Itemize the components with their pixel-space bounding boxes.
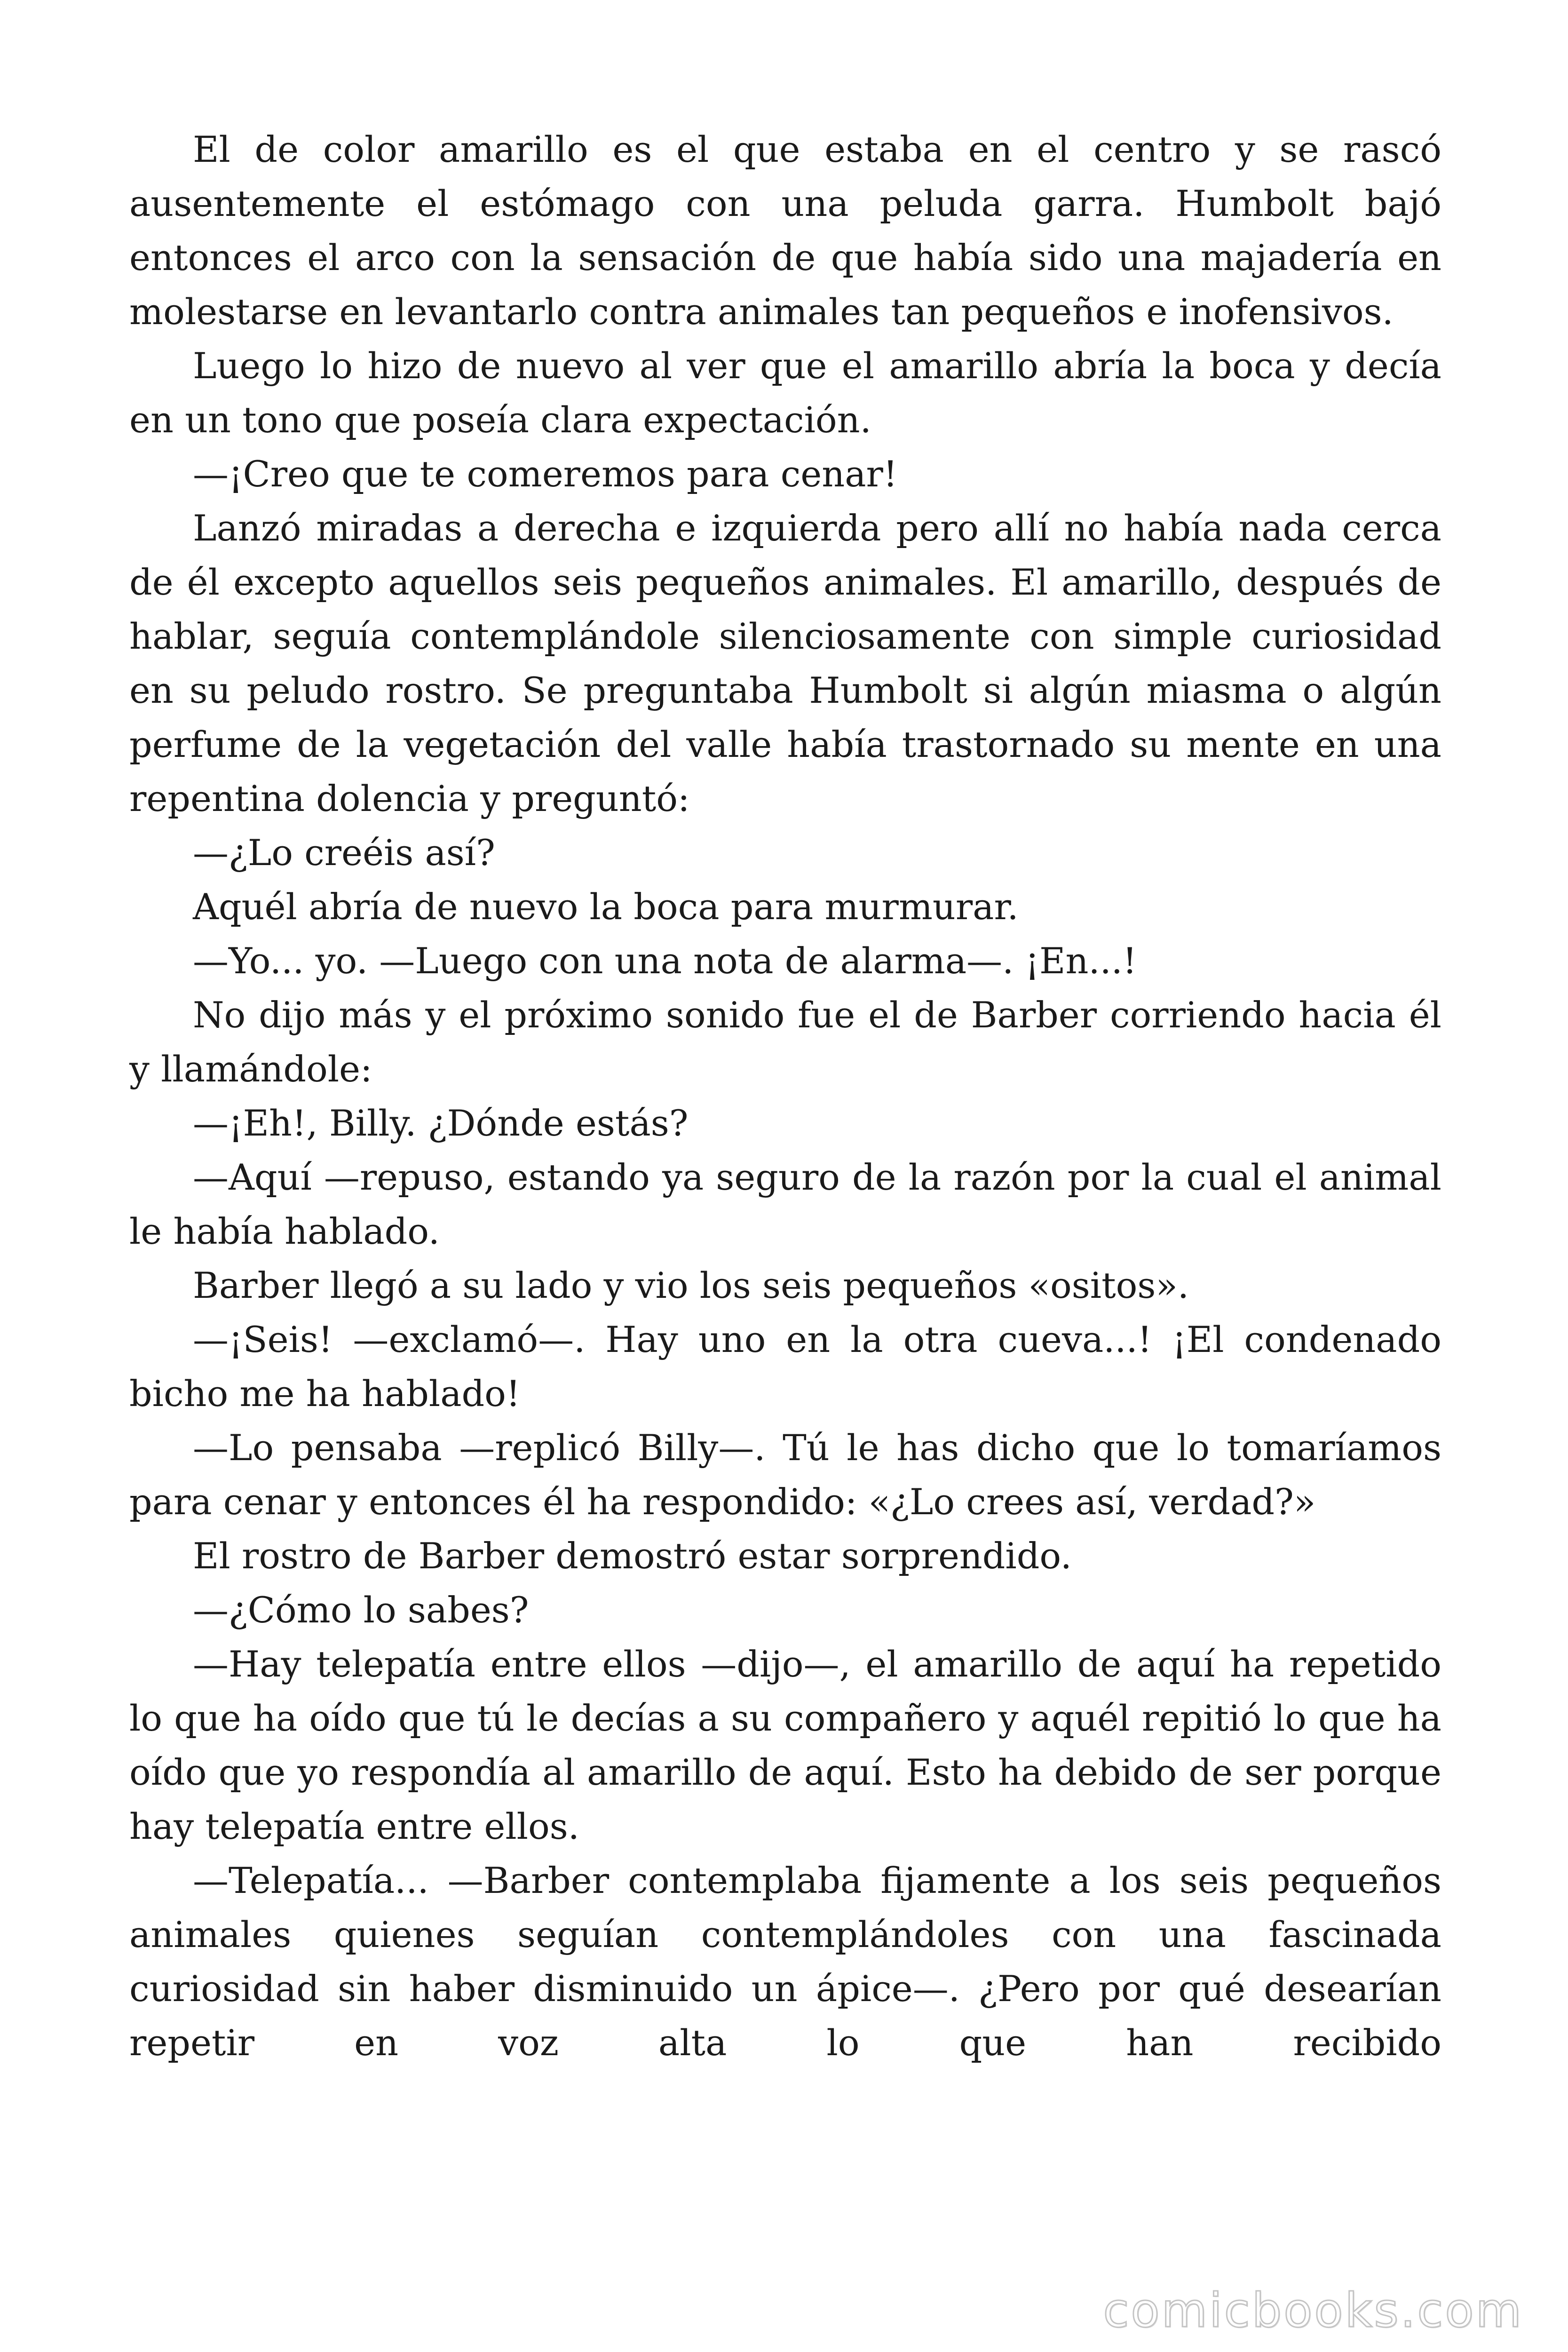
- paragraph: —Telepatía... —Barber contemplaba fijamente a los seis pequeños animales quienes seguían contemplándoles con una fascinada curiosidad sin haber disminuido un ápice—. ¿Pero por qué desearían repetir en voz alta lo que han recibido: [129, 1859, 1441, 2064]
- paragraph: —¿Lo creéis así?: [193, 832, 495, 874]
- paragraph: —Hay telepatía entre ellos —dijo—, el amarillo de aquí ha repetido lo que ha oído que tú le decías a su compañero y aquél repitió lo que ha oído que yo respondía al amarillo de aquí. Esto ha debido de ser porque hay telepatía entre ellos.: [129, 1643, 1441, 1847]
- paragraph: Aquél abría de nuevo la boca para murmurar.: [193, 886, 1019, 928]
- paragraph: Lanzó miradas a derecha e izquierda pero allí no había nada cerca de él excepto aquellos seis pequeños animales. El amarillo, después de hablar, seguía contemplándole silenciosamente con simple curiosidad en su peludo rostro. Se preguntaba Humbolt si algún miasma o algún perfume de la vegetación del valle había trastornado su mente en una repentina dolencia y preguntó:: [129, 507, 1441, 819]
- paragraph: No dijo más y el próximo sonido fue el de Barber corriendo hacia él y llamándole:: [129, 994, 1441, 1090]
- paragraph: —¡Creo que te comeremos para cenar!: [193, 453, 898, 495]
- paragraph: —Yo... yo. —Luego con una nota de alarma—. ¡En...!: [193, 940, 1137, 982]
- watermark: comicbooks.com: [1103, 2283, 1523, 2338]
- paragraph: —¡Eh!, Billy. ¿Dónde estás?: [193, 1102, 689, 1144]
- paragraph: —¡Seis! —exclamó—. Hay uno en la otra cueva...! ¡El condenado bicho me ha hablado!: [129, 1319, 1441, 1414]
- book-page-text: [129, 122, 1441, 2070]
- paragraph: El rostro de Barber demostró estar sorprendido.: [193, 1535, 1072, 1577]
- paragraph: —Aquí —repuso, estando ya seguro de la razón por la cual el animal le había hablado.: [129, 1156, 1441, 1252]
- paragraph: Barber llegó a su lado y vio los seis pequeños «ositos».: [193, 1264, 1189, 1306]
- paragraph: —Lo pensaba —replicó Billy—. Tú le has dicho que lo tomaríamos para cenar y entonces él ha respondido: «¿Lo crees así, verdad?»: [129, 1427, 1441, 1523]
- paragraph: El de color amarillo es el que estaba en el centro y se rascó ausentemente el estómago con una peluda garra. Humbolt bajó entonces el arco con la sensación de que había sido una majadería en molestarse en levantarlo contra animales tan pequeños e inofensivos.: [129, 128, 1441, 333]
- paragraph: —¿Cómo lo sabes?: [193, 1589, 529, 1631]
- paragraph: Luego lo hizo de nuevo al ver que el amarillo abría la boca y decía en un tono que poseía clara expectación.: [129, 345, 1441, 441]
